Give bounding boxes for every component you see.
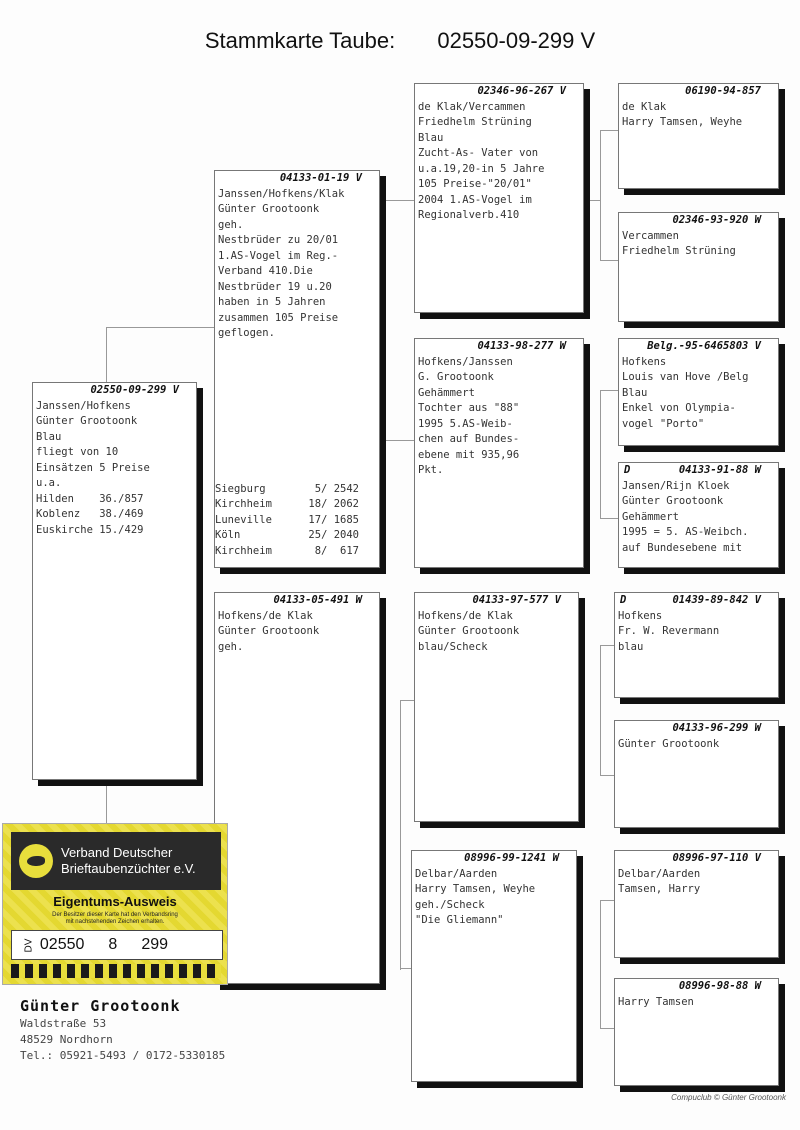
title-label: Stammkarte Taube: — [204, 28, 396, 53]
info-line: Harry Tamsen, Weyhe — [415, 883, 536, 895]
info-line: Pkt. — [418, 464, 444, 476]
year-number: 8 — [108, 936, 118, 953]
info-line: zusammen 105 Preise — [218, 311, 339, 324]
ring-number: 04133-96-299 W — [672, 722, 761, 734]
info-line: Delbar/Aarden — [415, 867, 498, 880]
info-line: Janssen/Hofkens — [36, 399, 131, 412]
footer-credit: Compuclub © Günter Grootoonk — [671, 1093, 786, 1102]
info-line: Günter Grootoonk — [622, 495, 724, 507]
result-place: Luneville — [215, 513, 272, 526]
info-line: Günter Grootoonk — [218, 625, 320, 637]
info-line: Gehämmert — [418, 386, 475, 399]
ring-serial: 299 — [141, 936, 169, 953]
connector — [106, 780, 107, 824]
info-line: Nestbrüder 19 u.20 — [218, 280, 332, 293]
connector — [585, 200, 600, 201]
ring-number: 01439-89-842 V — [672, 594, 761, 606]
info-line: Hofkens/de Klak — [218, 609, 313, 622]
info-line: blau — [618, 640, 644, 653]
info-line: fliegt von 10 — [36, 446, 119, 458]
info-line: Harry Tamsen — [618, 995, 694, 1008]
info-line: Koblenz 38./469 — [36, 508, 144, 520]
info-line: Hofkens — [618, 609, 663, 622]
info-line: Fr. W. Revermann — [618, 625, 720, 637]
info-line: auf Bundesebene mit — [622, 541, 743, 554]
info-line: 1995 5.AS-Weib- — [418, 417, 513, 430]
info-line: Einsätzen 5 Preise — [36, 461, 150, 474]
info-line: chen auf Bundes- — [418, 433, 520, 445]
info-line: Louis van Hove /Belg — [622, 371, 749, 383]
subject-card — [32, 382, 197, 780]
ring-number: 08996-98-88 W — [678, 980, 761, 992]
info-line: Günter Grootoonk — [36, 415, 138, 427]
info-line: Euskirche 15./429 — [36, 523, 144, 536]
result-row — [215, 544, 379, 560]
owner-name: Günter Grootoonk — [20, 997, 181, 1015]
result-value: 25/ 2040 — [308, 529, 359, 541]
association-line: Brieftaubenzüchter e.V. — [61, 861, 196, 876]
sire-dam-card — [414, 338, 584, 568]
info-line: 1995 = 5. AS-Weibch. — [622, 526, 749, 538]
connector — [600, 645, 615, 646]
info-line: Friedhelm Strüning — [418, 116, 532, 128]
sire-sire-card — [414, 83, 584, 313]
connector — [600, 260, 618, 261]
info-line: Hofkens — [622, 355, 667, 368]
result-value: 18/ 2062 — [308, 498, 359, 510]
connector — [400, 700, 414, 701]
info-line: Hilden 36./857 — [36, 492, 144, 505]
connector — [600, 645, 601, 775]
note-line: mit nachstehenden Zeichen erhalten. — [65, 919, 165, 925]
dss-card — [614, 592, 779, 698]
connector — [600, 390, 618, 391]
ring-code — [11, 930, 223, 960]
info-line: u.a. — [36, 477, 62, 489]
connector — [400, 700, 401, 970]
ring-number: 04133-98-277 W — [477, 340, 566, 352]
info-line: 1.AS-Vogel im Reg.- — [218, 249, 339, 262]
badge-title: Eigentums-Ausweis — [53, 894, 177, 909]
info-line: Enkel von Olympia- — [622, 402, 736, 414]
connector — [600, 390, 601, 518]
connector — [600, 1028, 615, 1029]
info-line: Günter Grootoonk — [418, 625, 520, 637]
country-code: D — [624, 464, 631, 476]
result-row — [215, 497, 379, 513]
ring-number: 04133-05-491 W — [273, 594, 362, 606]
info-line: Tochter aus "88" — [418, 402, 520, 414]
result-place: Siegburg — [215, 482, 266, 495]
info-line: Delbar/Aarden — [618, 867, 701, 880]
info-line: Gehämmert — [622, 510, 679, 523]
ring-number: 08996-97-110 V — [672, 852, 761, 864]
ssd-card — [618, 212, 779, 322]
result-value: 8/ 617 — [314, 544, 359, 557]
ring-number: 04133-91-88 W — [678, 464, 761, 476]
info-line: 105 Preise-"20/01" — [418, 178, 532, 190]
dsd-card — [614, 720, 779, 828]
result-value: 5/ 2542 — [314, 482, 359, 495]
info-line: vogel "Porto" — [622, 417, 705, 430]
info-line: geh. — [218, 218, 244, 231]
connector — [381, 200, 382, 440]
dv-label: DV — [23, 938, 35, 952]
info-line: Jansen/Rijn Kloek — [622, 479, 730, 492]
club-number: 02550 — [39, 936, 85, 953]
pigeon-logo-icon — [19, 844, 53, 878]
owner-phone: Tel.: 05921-5493 / 0172-5330185 — [20, 1049, 226, 1062]
sds-card — [618, 338, 779, 446]
connector — [106, 327, 107, 383]
ring-header — [618, 593, 775, 609]
dam-dam-card — [411, 850, 577, 1082]
info-line: Verband 410.Die — [218, 265, 313, 277]
info-line: geh. — [218, 640, 244, 653]
ring-number: 02550-09-299 V — [90, 384, 179, 396]
connector — [381, 440, 415, 441]
info-line: Tamsen, Harry — [618, 883, 701, 895]
info-line: Janssen/Hofkens/Klak — [218, 187, 345, 200]
owner-street: Waldstraße 53 — [20, 1017, 107, 1030]
result-row — [215, 513, 379, 529]
info-line: G. Grootoonk — [418, 371, 494, 383]
owner-city: 48529 Nordhorn — [20, 1033, 113, 1046]
connector — [600, 775, 615, 776]
ring-number: 08996-99-1241 W — [464, 852, 559, 864]
result-place: Köln — [215, 529, 241, 541]
note-line: Der Besitzer dieser Karte hat den Verbandsring — [52, 912, 178, 918]
info-line: Nestbrüder zu 20/01 — [218, 234, 339, 246]
ring-header — [622, 463, 775, 479]
result-value: 17/ 1685 — [308, 513, 359, 526]
dds-card — [614, 850, 779, 958]
result-row — [215, 482, 379, 498]
info-line: "Die Gliemann" — [415, 914, 504, 926]
dam-sire-card — [414, 592, 579, 822]
connector — [600, 130, 601, 260]
sdd-card — [618, 462, 779, 568]
info-line: geflogen. — [218, 327, 275, 339]
connector — [600, 130, 618, 131]
country-code: D — [620, 594, 627, 606]
info-line: Friedhelm Strüning — [622, 245, 736, 257]
ddd-card — [614, 978, 779, 1086]
connector — [381, 200, 415, 201]
info-line: Blau — [36, 430, 62, 443]
info-line: Regionalverb.410 — [418, 209, 520, 221]
association-line: Verband Deutscher — [61, 845, 173, 860]
info-line: u.a.19,20-in 5 Jahre — [418, 162, 545, 175]
result-place: Kirchheim — [215, 498, 272, 510]
ownership-badge — [2, 823, 228, 985]
info-line: Vercammen — [622, 229, 679, 242]
connector — [106, 327, 214, 328]
title-ring: 02550-09-299 V — [437, 28, 596, 53]
info-line: ebene mit 935,96 — [418, 448, 520, 461]
info-line: Günter Grootoonk — [218, 203, 320, 215]
badge-note — [3, 912, 227, 926]
connector — [600, 900, 601, 1028]
info-line: Hofkens/de Klak — [418, 609, 513, 622]
badge-header — [11, 832, 221, 890]
info-line: de Klak — [622, 100, 667, 113]
ring-number: Belg.-95-6465803 V — [647, 340, 761, 352]
info-line: Blau — [622, 386, 648, 399]
info-line: geh./Scheck — [415, 898, 485, 911]
association-name — [61, 845, 196, 877]
race-results — [215, 482, 379, 560]
connector — [600, 518, 618, 519]
info-line: Günter Grootoonk — [618, 737, 720, 750]
ring-number: 02346-93-920 W — [672, 214, 761, 226]
info-line: blau/Scheck — [418, 640, 488, 653]
ring-number: 04133-97-577 V — [472, 594, 561, 606]
ring-number: 06190-94-857 — [685, 85, 761, 97]
info-line: haben in 5 Jahren — [218, 296, 326, 308]
info-line: Blau — [418, 131, 444, 144]
sire-card — [214, 170, 380, 568]
sss-card — [618, 83, 779, 189]
info-line: de Klak/Vercammen — [418, 100, 526, 113]
ring-number: 04133-01-19 V — [279, 172, 362, 184]
info-line: 2004 1.AS-Vogel im — [418, 193, 532, 206]
page-title — [0, 28, 800, 54]
result-row — [215, 528, 379, 544]
dam-card — [214, 592, 380, 984]
ring-number: 02346-96-267 V — [477, 85, 566, 97]
info-line: Zucht-As- Vater von — [418, 147, 539, 159]
badge-strip — [11, 964, 221, 978]
connector — [600, 900, 615, 901]
info-line: Harry Tamsen, Weyhe — [622, 116, 743, 128]
owner-address — [20, 996, 225, 1064]
result-place: Kirchheim — [215, 544, 272, 557]
info-line: Hofkens/Janssen — [418, 355, 513, 368]
